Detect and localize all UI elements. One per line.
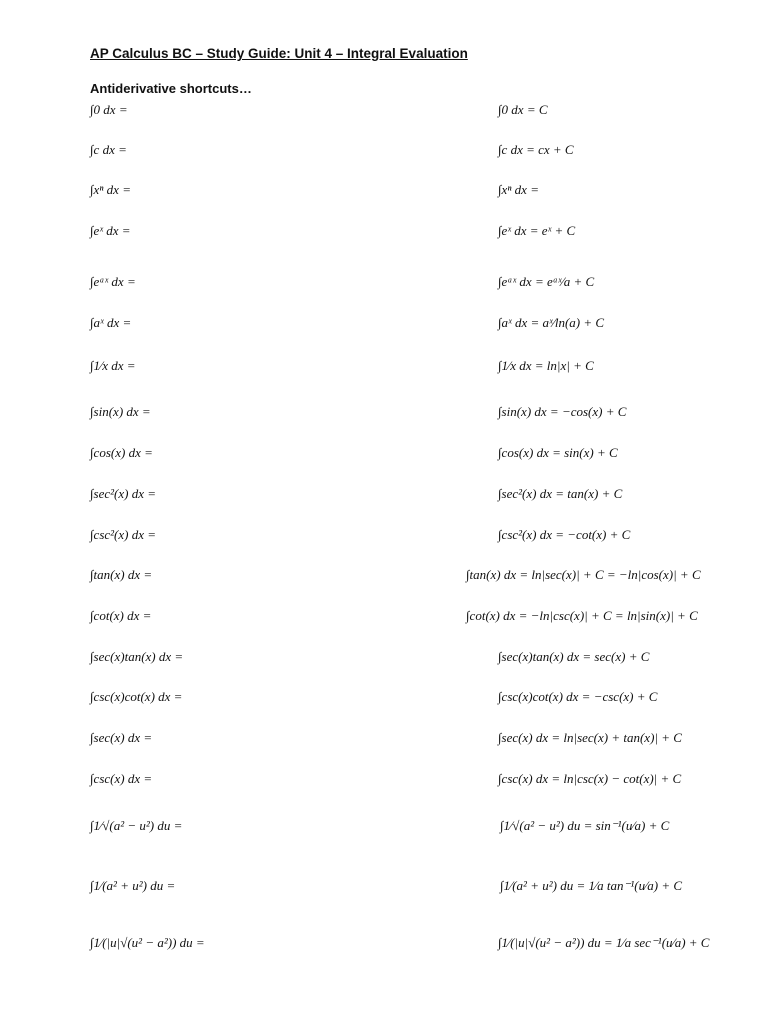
formula-left-6: ∫1⁄x dx = <box>90 358 136 373</box>
formula-right-15: ∫sec(x) dx = ln|sec(x) + tan(x)| + C <box>498 730 682 745</box>
formula-right-1: ∫c dx = cx + C <box>498 142 574 157</box>
formula-left-1: ∫c dx = <box>90 142 127 157</box>
formula-right-14: ∫csc(x)cot(x) dx = −csc(x) + C <box>498 689 658 704</box>
formula-left-11: ∫tan(x) dx = <box>90 567 153 582</box>
formula-left-8: ∫cos(x) dx = <box>90 445 153 460</box>
formula-right-17: ∫1⁄√(a² − u²) du = sin⁻¹(u⁄a) + C <box>500 818 670 833</box>
formula-left-17: ∫1⁄√(a² − u²) du = <box>90 818 183 833</box>
formula-left-19: ∫1⁄(|u|√(u² − a²)) du = <box>90 935 205 950</box>
formula-right-2: ∫xⁿ dx = <box>498 182 539 197</box>
formula-left-16: ∫csc(x) dx = <box>90 771 153 786</box>
formula-left-18: ∫1⁄(a² + u²) du = <box>90 878 176 893</box>
formula-right-10: ∫csc²(x) dx = −cot(x) + C <box>498 527 631 542</box>
formula-right-8: ∫cos(x) dx = sin(x) + C <box>498 445 618 460</box>
formula-right-0: ∫0 dx = C <box>498 102 548 117</box>
formula-left-4: ∫eᵃˣ dx = <box>90 274 136 289</box>
page-title: AP Calculus BC – Study Guide: Unit 4 – Integral Evaluation <box>90 46 468 61</box>
formula-left-14: ∫csc(x)cot(x) dx = <box>90 689 183 704</box>
formula-right-7: ∫sin(x) dx = −cos(x) + C <box>498 404 627 419</box>
formula-right-5: ∫aˣ dx = aˣ⁄ln(a) + C <box>498 315 605 330</box>
formula-left-5: ∫aˣ dx = <box>90 315 132 330</box>
formula-left-12: ∫cot(x) dx = <box>90 608 152 623</box>
formula-left-0: ∫0 dx = <box>90 102 128 117</box>
formula-right-18: ∫1⁄(a² + u²) du = 1⁄a tan⁻¹(u⁄a) + C <box>500 878 683 893</box>
formula-left-10: ∫csc²(x) dx = <box>90 527 157 542</box>
formula-left-13: ∫sec(x)tan(x) dx = <box>90 649 184 664</box>
formula-right-6: ∫1⁄x dx = ln|x| + C <box>498 358 594 373</box>
formula-right-12: ∫cot(x) dx = −ln|csc(x)| + C = ln|sin(x)| + C <box>466 608 698 623</box>
formula-left-2: ∫xⁿ dx = <box>90 182 131 197</box>
formula-left-9: ∫sec²(x) dx = <box>90 486 157 501</box>
formula-right-13: ∫sec(x)tan(x) dx = sec(x) + C <box>498 649 650 664</box>
formula-right-4: ∫eᵃˣ dx = eᵃˣ⁄a + C <box>498 274 595 289</box>
formula-left-7: ∫sin(x) dx = <box>90 404 151 419</box>
formula-right-19: ∫1⁄(|u|√(u² − a²)) du = 1⁄a sec⁻¹(u⁄a) + C <box>498 935 710 950</box>
formula-right-9: ∫sec²(x) dx = tan(x) + C <box>498 486 623 501</box>
formula-left-3: ∫eˣ dx = <box>90 223 131 238</box>
formula-left-15: ∫sec(x) dx = <box>90 730 153 745</box>
formula-right-3: ∫eˣ dx = eˣ + C <box>498 223 576 238</box>
formula-right-16: ∫csc(x) dx = ln|csc(x) − cot(x)| + C <box>498 771 682 786</box>
formula-right-11: ∫tan(x) dx = ln|sec(x)| + C = −ln|cos(x)| + C <box>466 567 701 582</box>
section-heading: Antiderivative shortcuts… <box>90 81 252 96</box>
